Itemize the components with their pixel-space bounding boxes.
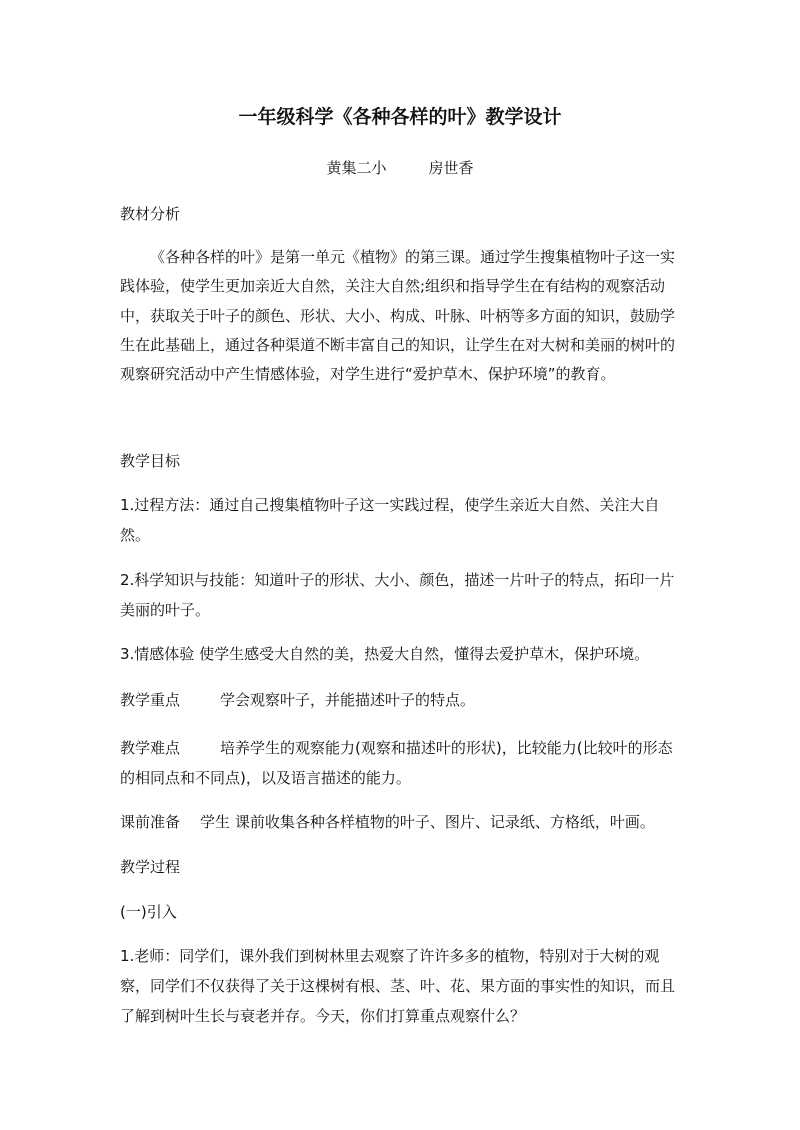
document-title: 一年级科学《各种各样的叶》教学设计 [238, 106, 562, 128]
analysis-paragraph: 《各种各样的叶》是第一单元《植物》的第三课。通过学生搜集植物叶子这一实践体验，使学生更加亲近大自然，关注大自然;组织和指导学生在有结构的观察活动中，获取关于叶子的颜色、形状、大小、构成、叶脉、叶柄等多方面的知识，鼓励学生在此基础上，通过各种渠道不断丰富自己的知识，让学生在对大树和美丽的树叶的观察研究活动中产生情感体验，对学生进行“爱护草木、保护环境”的教育。 [120, 248, 676, 384]
author-school: 黄集二小 [326, 159, 387, 177]
process-item-1: 1.老师：同学们，课外我们到树林里去观察了许许多多的植物，特别对于大树的观察，同学们不仅获得了关于这棵树有根、茎、叶、花、果方面的事实性的知识，而且了解到树叶生长与衰老并存。今天，你们打算重点观察什么？ [120, 947, 676, 1025]
process-section-intro: (一)引入 [120, 903, 177, 921]
section-heading-process: 教学过程 [120, 858, 181, 876]
preparation-label: 课前准备 [120, 813, 181, 831]
key-point-line [120, 686, 680, 714]
key-point-label: 教学重点 [120, 691, 181, 709]
author-line [0, 157, 800, 179]
section-heading-goals: 教学目标 [120, 452, 181, 470]
goal-item-3: 3.情感体验 使学生感受大自然的美，热爱大自然，懂得去爱护草木，保护环境。 [120, 645, 650, 663]
preparation-text: 课前收集各种各样植物的叶子、图片、记录纸、方格纸，叶画。 [234, 813, 655, 831]
difficulty-line [120, 733, 680, 793]
goal-item-2: 2.科学知识与技能：知道叶子的形状、大小、颜色，描述一片叶子的特点，拓印一片美丽的叶子。 [120, 571, 675, 619]
preparation-line [120, 808, 680, 836]
key-point-text: 学会观察叶子，并能描述叶子的特点。 [220, 691, 476, 709]
difficulty-label: 教学难点 [120, 739, 181, 757]
difficulty-text: 培养学生的观察能力(观察和描述叶的形状)，比较能力(比较叶的形态的相同点和不同点)，以及语言描述的能力。 [120, 739, 673, 787]
section-heading-analysis: 教材分析 [120, 205, 181, 223]
goal-item-1: 1.过程方法：通过自己搜集植物叶子这一实践过程，使学生亲近大自然、关注大自然。 [120, 496, 660, 544]
preparation-sub-label: 学生 [200, 813, 231, 831]
author-name: 房世香 [428, 159, 474, 177]
